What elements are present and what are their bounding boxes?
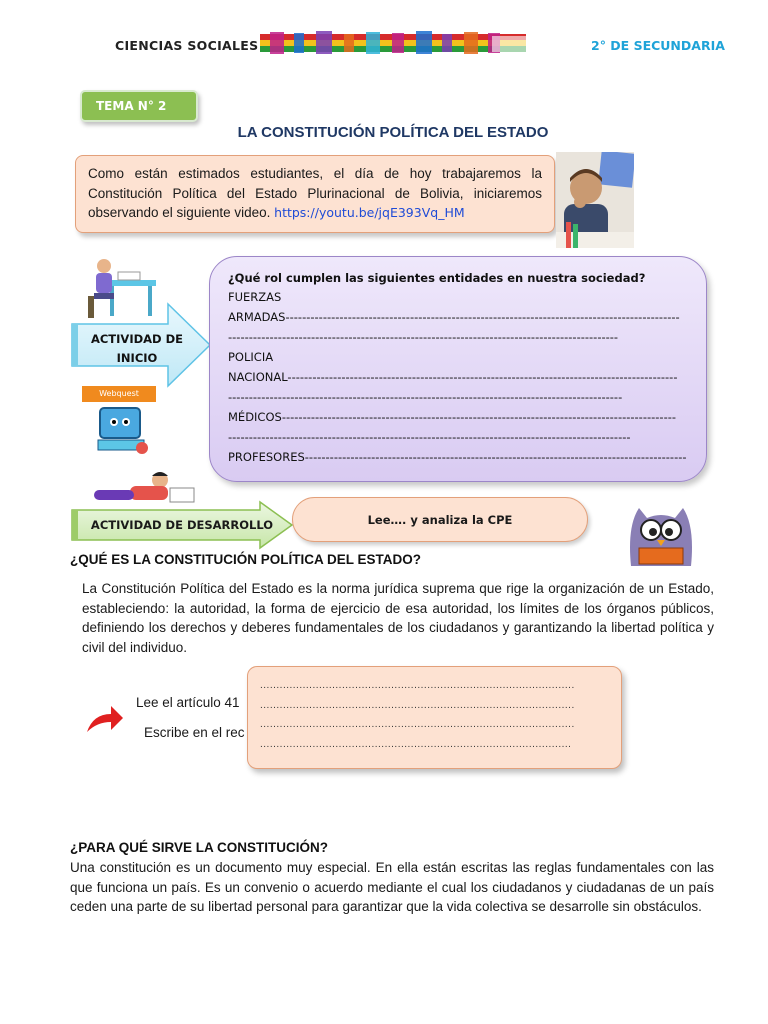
lee-analiza-pill: Lee…. y analiza la CPE	[292, 497, 588, 542]
questions-box	[209, 256, 707, 482]
webquest-badge: Webquest	[82, 386, 156, 402]
escribe-text: Escribe en el rec	[144, 725, 245, 740]
answer-line[interactable]: ARMADAS-----------------------------------------------------------------------------------------------	[228, 310, 680, 324]
answer-line[interactable]: NACIONAL----------------------------------------------------------------------------------------------	[228, 370, 678, 384]
decorative-banner	[260, 30, 526, 58]
actividad-desarrollo-label: ACTIVIDAD DE DESARROLLO	[90, 518, 274, 532]
student-photo	[556, 152, 634, 248]
subject-label: CIENCIAS SOCIALES	[115, 38, 259, 53]
lee-articulo-text: Lee el artículo 41	[136, 695, 240, 710]
page-title: LA CONSTITUCIÓN POLÍTICA DEL ESTADO	[237, 124, 549, 141]
answer-line[interactable]: -------------------------------------------------------------------------------------------------	[228, 430, 631, 444]
answer-line[interactable]: -----------------------------------------------------------------------------------------------	[228, 390, 623, 404]
section1-body: La Constitución Política del Estado es la norma jurídica suprema que rige la organización de un Estado, estableciendo: la autoridad, la forma de ejercicio de esa autoridad, los límites de los órganos públicos, definiendo los derechos y deberes fundamentales de los ciudadanos y garantizando la libertad política y civil del individuo.	[82, 581, 714, 655]
section1-heading: ¿QUÉ ES LA CONSTITUCIÓN POLÍTICA DEL ESTADO?	[70, 552, 422, 567]
dotted-line[interactable]: ................................................................................................	[260, 699, 575, 711]
question-text: ¿Qué rol cumplen las siguientes entidades en nuestra sociedad?	[228, 271, 646, 285]
intro-text: Como están estimados estudiantes, el día de hoy trabajaremos la Constitución Política del Estado Plurinacional de Bolivia, iniciaremos observando el siguiente video.	[88, 166, 542, 220]
answer-line[interactable]: PROFESORES--------------------------------------------------------------------------------------------	[228, 450, 687, 464]
section2-body: Una constitución es un documento muy especial. En ella están escritas las reglas fundamentales con las que funciona un país. Es un convenio o acuerdo mediante el cual los ciudadanos y ciudadanas de un país ceden una parte de su libertad personal para garantizar que la vida colectiva se desarrolle sin obstáculos.	[70, 860, 714, 914]
section2-heading: ¿PARA QUÉ SIRVE LA CONSTITUCIÓN?	[70, 840, 329, 855]
red-curved-arrow-icon	[85, 702, 125, 734]
intro-box	[75, 155, 555, 233]
answer-line[interactable]: FUERZAS	[228, 290, 282, 304]
video-link[interactable]: https://youtu.be/jqE393Vq_HM	[274, 205, 465, 220]
answer-line[interactable]: ----------------------------------------------------------------------------------------------	[228, 330, 619, 344]
computer-character-icon	[92, 404, 150, 458]
answer-dots-box[interactable]	[247, 666, 622, 769]
tema-badge: TEMA N° 2	[80, 90, 198, 122]
dotted-line[interactable]: ...............................................................................................	[260, 738, 572, 750]
actividad-inicio-label: ACTIVIDAD DE INICIO	[90, 332, 184, 365]
answer-line[interactable]: POLICIA	[228, 350, 274, 364]
answer-line[interactable]: MÉDICOS-----------------------------------------------------------------------------------------------	[228, 410, 677, 424]
dotted-line[interactable]: ................................................................................................	[260, 719, 575, 730]
dotted-line[interactable]: ................................................................................................	[260, 680, 575, 691]
owl-reading-icon	[617, 496, 705, 572]
grade-label: 2° DE SECUNDARIA	[591, 38, 725, 53]
